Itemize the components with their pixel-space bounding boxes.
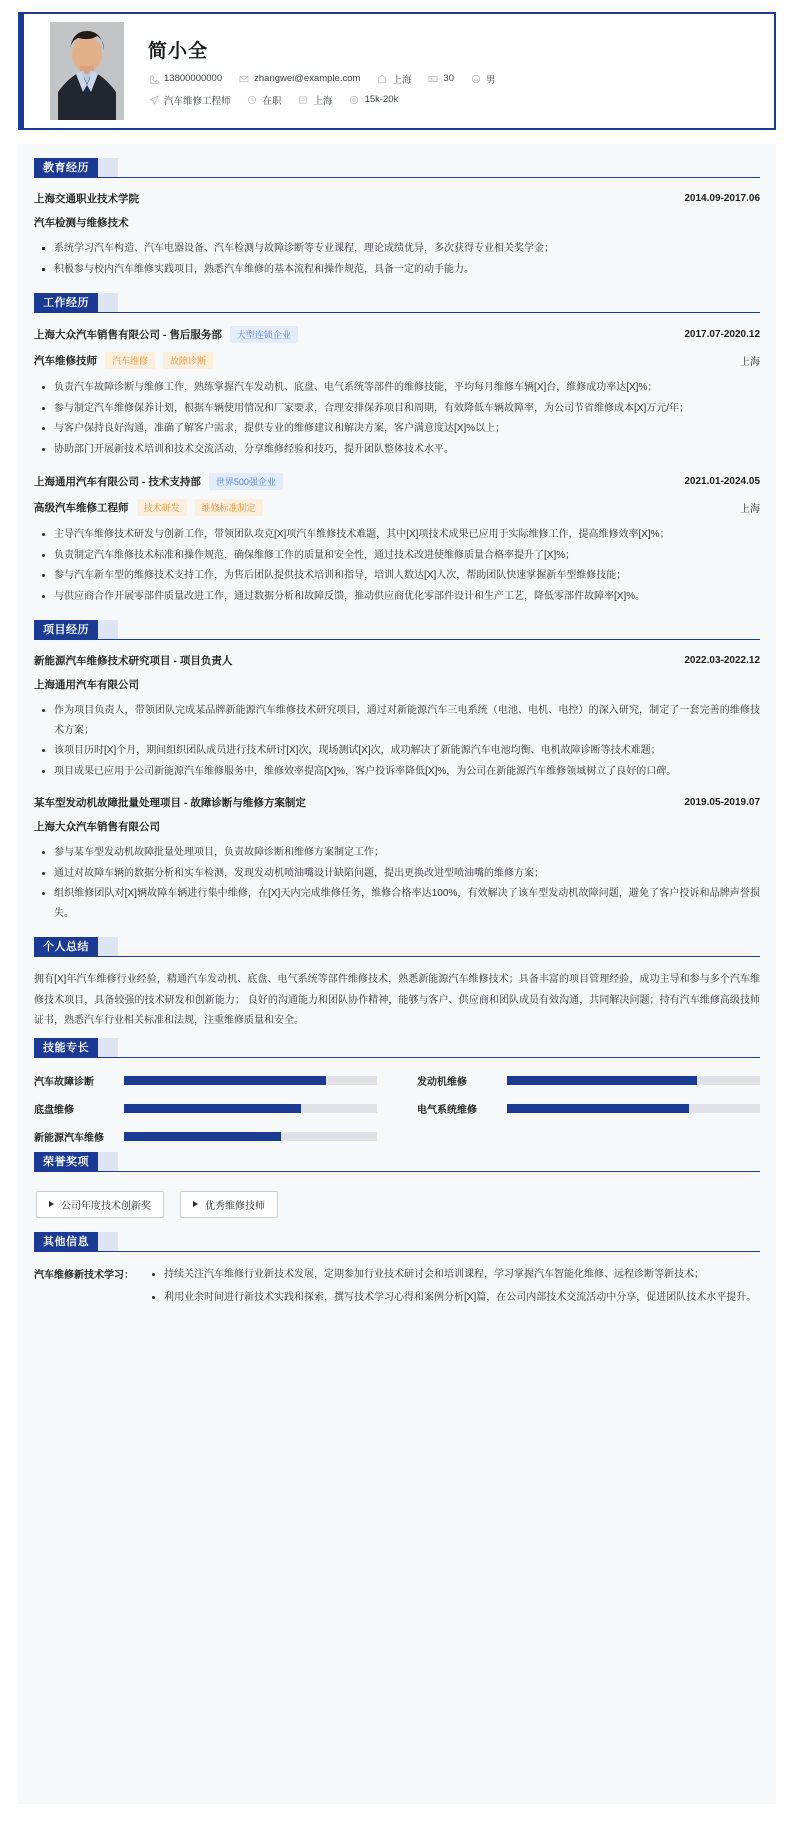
section-title-education: 教育经历 bbox=[34, 158, 98, 178]
detail-salary bbox=[349, 94, 399, 105]
other-bullets bbox=[148, 1265, 760, 1308]
contact-email-text: zhangwei@example.com bbox=[254, 73, 361, 84]
other-info-body bbox=[144, 1265, 760, 1312]
contact-gender bbox=[470, 72, 496, 86]
other-info-label: 汽车维修新技术学习： bbox=[34, 1269, 134, 1281]
list-item: 通过对故障车辆的数据分析和实车检测，发现发动机喷油嘴设计缺陷问题，提出更换改进型喷油嘴的维修方案； bbox=[38, 864, 760, 884]
section-rule bbox=[34, 956, 760, 957]
contact-phone-text: 13800000000 bbox=[164, 73, 223, 84]
skill-progress-fill bbox=[124, 1104, 301, 1113]
work-date: 2021.01-2024.05 bbox=[684, 476, 760, 487]
skill-progress-track bbox=[124, 1076, 377, 1085]
resume-body bbox=[18, 144, 776, 1804]
detail-salary-text: 15k-20k bbox=[364, 94, 399, 105]
building-icon bbox=[298, 94, 309, 105]
work-location: 上海 bbox=[740, 357, 760, 368]
section-header-awards bbox=[34, 1152, 760, 1172]
list-item: 组织维修团队对[X]辆故障车辆进行集中维修，在[X]天内完成维修任务，维修合格率达100%，有效解决了该车型发动机故障问题，避免了客户投诉和品牌声誉损失。 bbox=[38, 884, 760, 923]
list-item: 负责制定汽车维修技术标准和操作规范，确保维修工作的质量和安全性，通过技术改进使维修质量合格率提升了[X]%； bbox=[38, 546, 760, 566]
header-info bbox=[148, 36, 760, 107]
project-org: 上海大众汽车销售有限公司 bbox=[34, 821, 160, 833]
section-header-summary bbox=[34, 937, 760, 957]
awards-list bbox=[34, 1185, 760, 1228]
work-entry bbox=[34, 473, 760, 606]
skill-label: 发动机维修 bbox=[417, 1076, 467, 1088]
skill-item bbox=[417, 1073, 760, 1088]
work-role-tag: 汽车维修 bbox=[105, 352, 155, 369]
award-label: 优秀维修技师 bbox=[205, 1200, 265, 1212]
project-date: 2022.03-2022.12 bbox=[684, 655, 760, 666]
skill-item bbox=[34, 1073, 377, 1088]
section-rule bbox=[34, 639, 760, 640]
skills-grid bbox=[34, 1071, 760, 1144]
education-major: 汽车检测与维修技术 bbox=[34, 217, 129, 229]
project-entry bbox=[34, 795, 760, 923]
contact-email bbox=[238, 73, 360, 84]
send-icon bbox=[148, 94, 159, 105]
work-company-tag: 大型连锁企业 bbox=[230, 326, 298, 343]
detail-job-title-text: 汽车维修工程师 bbox=[164, 95, 231, 107]
skill-progress-track bbox=[124, 1132, 377, 1141]
project-entry bbox=[34, 653, 760, 781]
list-item: 参与制定汽车维修保养计划，根据车辆使用情况和厂家要求，合理安排保养项目和周期，有效降低车辆故障率，为公司节省维修成本[X]万元/年； bbox=[38, 399, 760, 419]
education-date: 2014.09-2017.06 bbox=[684, 193, 760, 204]
section-title-skills: 技能专长 bbox=[34, 1038, 98, 1058]
project-name: 某车型发动机故障批量处理项目 - 故障诊断与维修方案制定 bbox=[34, 797, 306, 809]
work-role-tag: 技术研发 bbox=[137, 499, 187, 516]
work-role-tag: 维修标准制定 bbox=[195, 499, 263, 516]
section-title-projects: 项目经历 bbox=[34, 620, 98, 640]
contact-city-text: 上海 bbox=[392, 74, 412, 86]
list-item: 利用业余时间进行新技术实践和探索，撰写技术学习心得和案例分析[X]篇，在公司内部技术交流活动中分享，促进团队技术水平提升。 bbox=[148, 1288, 760, 1308]
list-item: 与客户保持良好沟通，准确了解客户需求，提供专业的维修建议和解决方案，客户满意度达[X]%以上； bbox=[38, 419, 760, 439]
project-org: 上海通用汽车有限公司 bbox=[34, 679, 139, 691]
work-location: 上海 bbox=[740, 504, 760, 515]
skill-progress-track bbox=[507, 1104, 760, 1113]
gender-icon bbox=[470, 73, 481, 84]
list-item: 该项目历时[X]个月，期间组织团队成员进行技术研讨[X]次，现场测试[X]次，成功解决了新能源汽车电池均衡、电机故障诊断等技术难题； bbox=[38, 741, 760, 761]
education-entry bbox=[34, 191, 760, 279]
section-education bbox=[34, 158, 760, 279]
award-chip bbox=[180, 1191, 278, 1218]
skill-label: 汽车故障诊断 bbox=[34, 1076, 94, 1088]
skill-item bbox=[34, 1129, 377, 1144]
list-item: 系统学习汽车构造、汽车电器设备、汽车检测与故障诊断等专业课程，理论成绩优异，多次获得专业相关奖学金； bbox=[38, 239, 760, 259]
section-awards bbox=[34, 1152, 760, 1228]
project-bullets bbox=[38, 843, 760, 923]
id-card-icon bbox=[427, 73, 438, 84]
section-header-education bbox=[34, 158, 760, 178]
skill-progress-fill bbox=[124, 1132, 281, 1141]
other-info-row bbox=[34, 1265, 760, 1312]
contact-age bbox=[427, 73, 454, 84]
skill-progress-track bbox=[124, 1104, 377, 1113]
section-title-summary: 个人总结 bbox=[34, 937, 98, 957]
header-accent-bar bbox=[18, 12, 24, 130]
work-bullets bbox=[38, 378, 760, 459]
contact-gender-text: 男 bbox=[486, 74, 496, 86]
section-title-work: 工作经历 bbox=[34, 293, 98, 313]
list-item: 参与汽车新车型的维修技术支持工作，为售后团队提供技术培训和指导，培训人数达[X]人次，帮助团队快速掌握新车型维修技能； bbox=[38, 566, 760, 586]
phone-icon bbox=[148, 73, 159, 84]
contact-phone bbox=[148, 73, 222, 84]
work-company: 上海通用汽车有限公司 - 技术支持部 bbox=[34, 476, 201, 488]
project-name: 新能源汽车维修技术研究项目 - 项目负责人 bbox=[34, 655, 233, 667]
play-triangle-icon bbox=[193, 1201, 198, 1207]
education-bullets bbox=[38, 239, 760, 279]
section-projects bbox=[34, 620, 760, 923]
education-entry-head bbox=[34, 191, 760, 206]
section-rule bbox=[34, 1057, 760, 1058]
skill-item bbox=[34, 1101, 377, 1116]
section-title-awards: 荣誉奖项 bbox=[34, 1152, 98, 1172]
list-item: 积极参与校内汽车维修实践项目，熟悉汽车维修的基本流程和操作规范，具备一定的动手能力。 bbox=[38, 260, 760, 280]
skill-progress-fill bbox=[507, 1104, 689, 1113]
salary-icon bbox=[349, 94, 360, 105]
contact-row bbox=[148, 72, 760, 86]
work-role: 汽车维修技师 bbox=[34, 355, 97, 367]
detail-location bbox=[298, 93, 333, 107]
project-bullets bbox=[38, 701, 760, 781]
detail-status bbox=[247, 93, 282, 107]
skill-label: 新能源汽车维修 bbox=[34, 1132, 104, 1144]
list-item: 主导汽车维修技术研发与创新工作，带领团队攻克[X]项汽车维修技术难题，其中[X]项技术成果已应用于实际维修工作，提高维修效率[X]%； bbox=[38, 525, 760, 545]
skill-label: 底盘维修 bbox=[34, 1104, 74, 1116]
award-label: 公司年度技术创新奖 bbox=[61, 1200, 151, 1212]
play-triangle-icon bbox=[49, 1201, 54, 1207]
contact-city bbox=[376, 72, 411, 86]
list-item: 与供应商合作开展零部件质量改进工作，通过数据分析和故障反馈，推动供应商优化零部件设计和生产工艺，降低零部件故障率[X]%。 bbox=[38, 587, 760, 607]
work-role-tag: 故障诊断 bbox=[163, 352, 213, 369]
mail-icon bbox=[238, 73, 249, 84]
work-entry-role bbox=[34, 352, 760, 369]
section-summary bbox=[34, 937, 760, 1032]
project-entry-head bbox=[34, 653, 760, 668]
avatar bbox=[50, 22, 124, 120]
skill-progress-track bbox=[507, 1076, 760, 1085]
section-skills bbox=[34, 1038, 760, 1144]
section-header-other bbox=[34, 1232, 760, 1252]
summary-text: 拥有[X]年汽车维修行业经验，精通汽车发动机、底盘、电气系统等部件维修技术，熟悉新能源汽车维修技术；具备丰富的项目管理经验，成功主导和参与多个汽车维修技术项目，具备较强的技术研发和创新能力； 良好的沟通能力和团队协作精神，能够与客户、供应商和团队成员有效沟通，共同解决问题；持有汽车维修高级技师证书，熟悉汽车行业相关标准和法规，注重维修质量和安全。 bbox=[34, 974, 760, 1026]
work-entry-head bbox=[34, 326, 760, 343]
work-role: 高级汽车维修工程师 bbox=[34, 502, 129, 514]
contact-age-text: 30 bbox=[443, 73, 454, 84]
list-item: 项目成果已应用于公司新能源汽车维修服务中，维修效率提高[X]%，客户投诉率降低[X]%，为公司在新能源汽车维修领域树立了良好的口碑。 bbox=[38, 762, 760, 782]
section-rule bbox=[34, 1171, 760, 1172]
work-date: 2017.07-2020.12 bbox=[684, 329, 760, 340]
list-item: 参与某车型发动机故障批量处理项目，负责故障诊断和维修方案制定工作； bbox=[38, 843, 760, 863]
education-school: 上海交通职业技术学院 bbox=[34, 193, 139, 205]
section-title-other: 其他信息 bbox=[34, 1232, 98, 1252]
work-entry-role bbox=[34, 499, 760, 516]
section-rule bbox=[34, 312, 760, 313]
section-rule bbox=[34, 1251, 760, 1252]
detail-job-title bbox=[148, 93, 231, 107]
work-entry bbox=[34, 326, 760, 459]
section-header-skills bbox=[34, 1038, 760, 1058]
list-item: 作为项目负责人，带领团队完成某品牌新能源汽车维修技术研究项目，通过对新能源汽车三电系统（电池、电机、电控）的深入研究，制定了一套完善的维修技术方案； bbox=[38, 701, 760, 740]
skill-progress-fill bbox=[124, 1076, 326, 1085]
award-chip bbox=[36, 1191, 164, 1218]
list-item: 持续关注汽车维修行业新技术发展，定期参加行业技术研讨会和培训课程，学习掌握汽车智能化维修、远程诊断等新技术； bbox=[148, 1265, 760, 1285]
work-bullets bbox=[38, 525, 760, 606]
detail-row bbox=[148, 93, 760, 107]
work-company-tag: 世界500强企业 bbox=[209, 473, 283, 490]
detail-location-text: 上海 bbox=[313, 95, 333, 107]
skill-item bbox=[417, 1101, 760, 1116]
project-entry-head bbox=[34, 795, 760, 810]
status-icon bbox=[247, 94, 258, 105]
section-work bbox=[34, 293, 760, 606]
section-header-projects bbox=[34, 620, 760, 640]
list-item: 协助部门开展新技术培训和技术交流活动，分享维修经验和技巧，提升团队整体技术水平。 bbox=[38, 440, 760, 460]
section-other bbox=[34, 1232, 760, 1312]
work-company: 上海大众汽车销售有限公司 - 售后服务部 bbox=[34, 329, 222, 341]
work-entry-head bbox=[34, 473, 760, 490]
skill-label: 电气系统维修 bbox=[417, 1104, 477, 1116]
project-date: 2019.05-2019.07 bbox=[684, 797, 760, 808]
resume-header bbox=[18, 12, 776, 130]
home-icon bbox=[376, 73, 387, 84]
section-rule bbox=[34, 177, 760, 178]
list-item: 负责汽车故障诊断与维修工作，熟练掌握汽车发动机、底盘、电气系统等部件的维修技能，平均每月维修车辆[X]台，维修成功率达[X]%； bbox=[38, 378, 760, 398]
skill-progress-fill bbox=[507, 1076, 697, 1085]
detail-status-text: 在职 bbox=[262, 95, 282, 107]
section-header-work bbox=[34, 293, 760, 313]
page-title: 简小全 bbox=[148, 40, 209, 62]
